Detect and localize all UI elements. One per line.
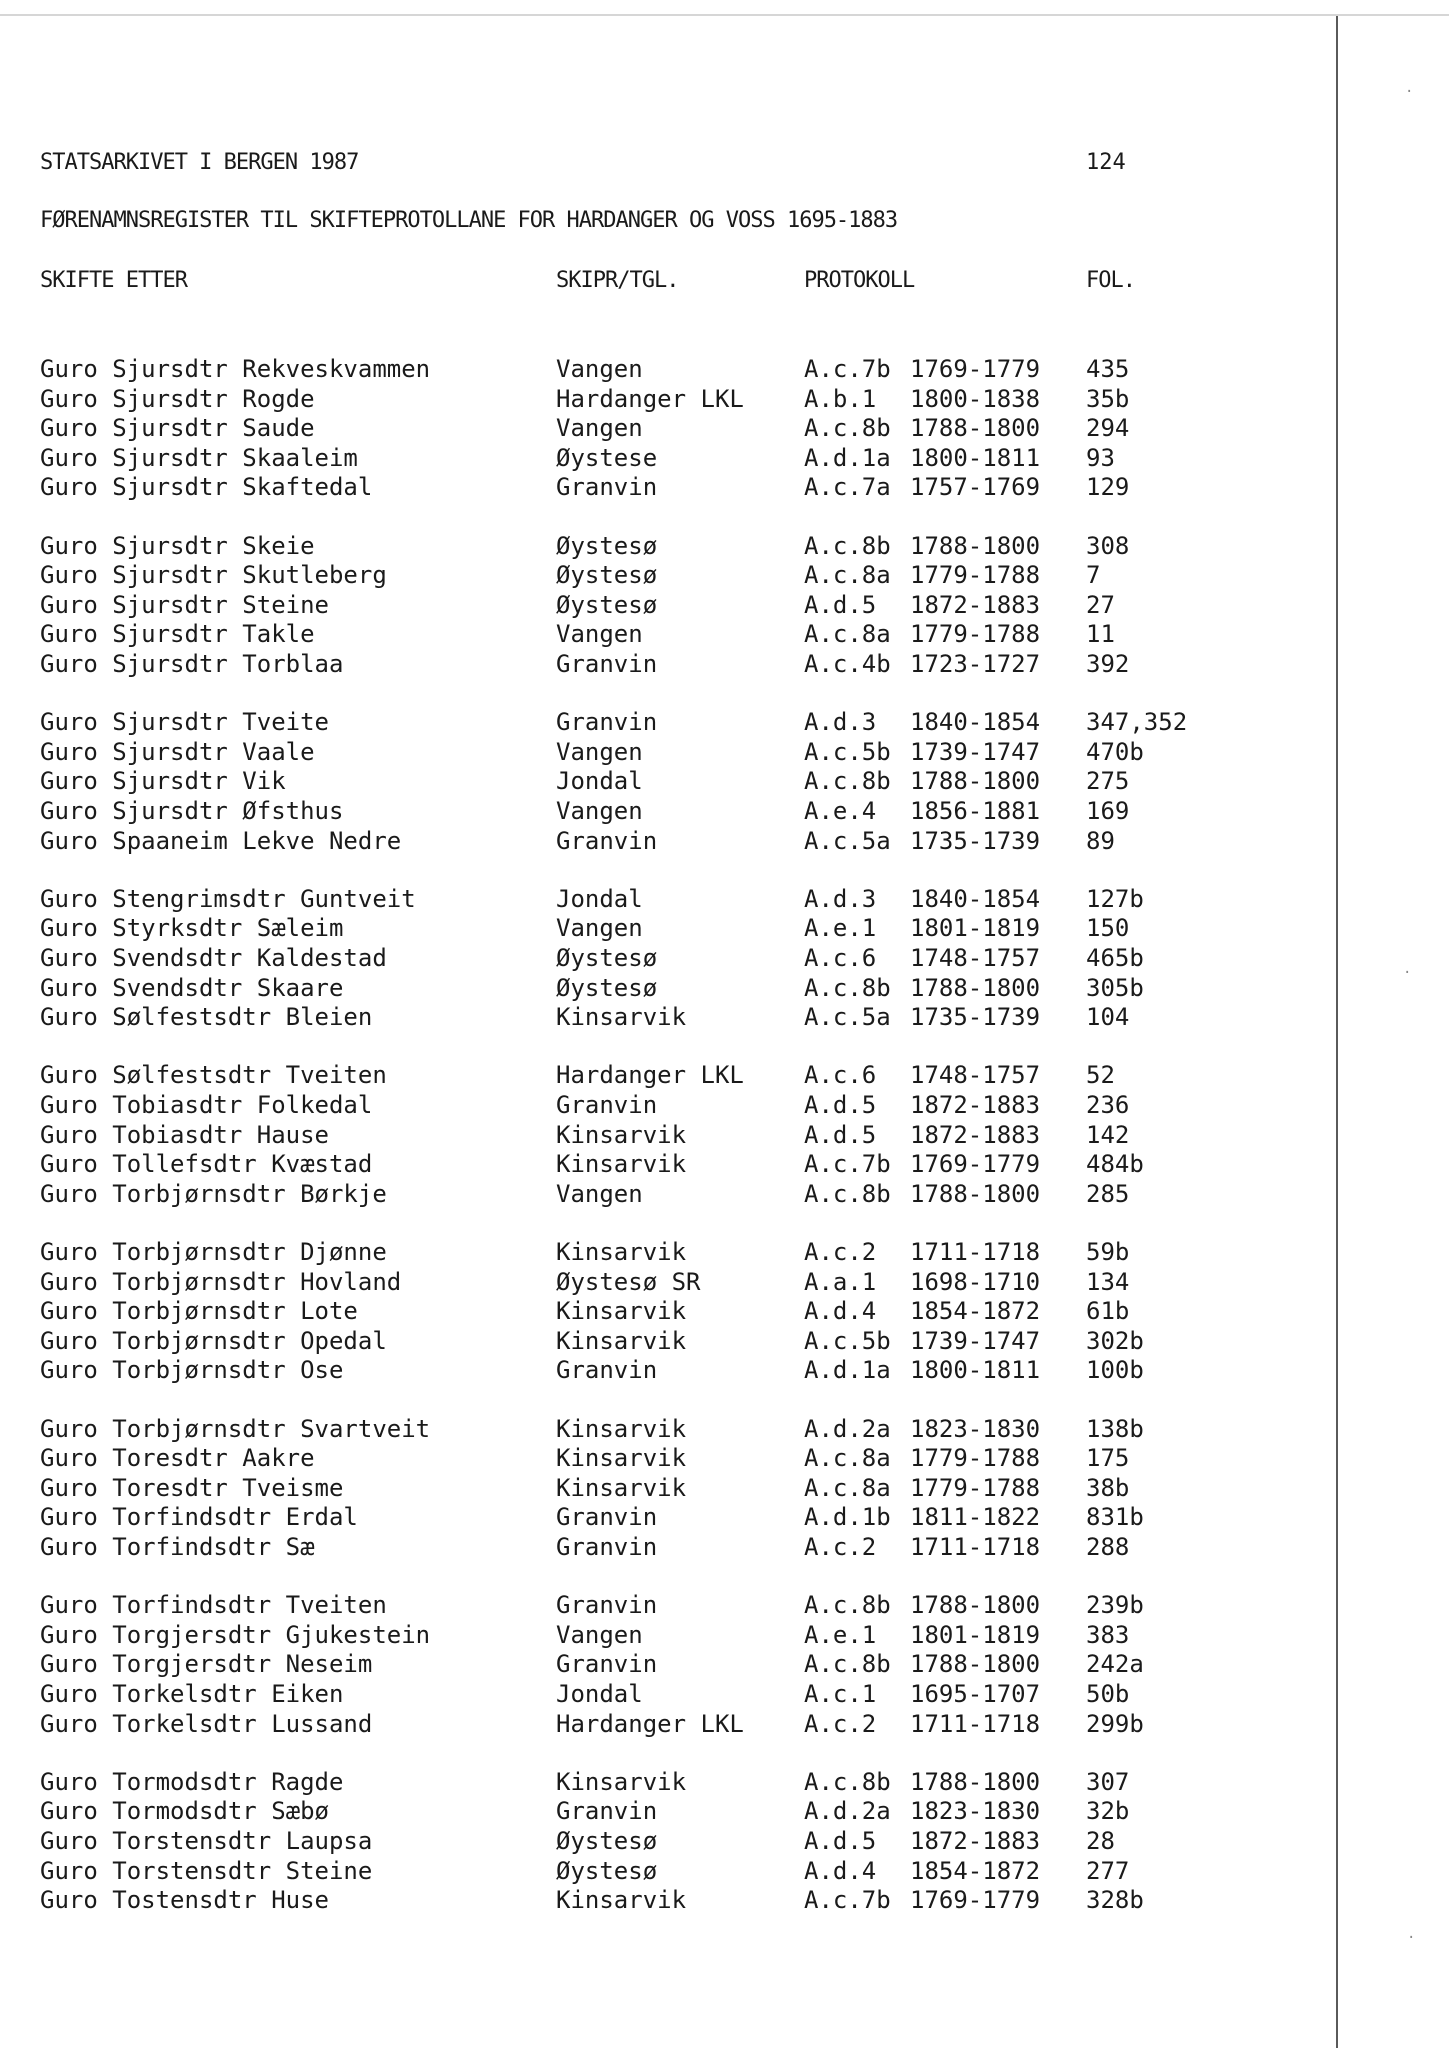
entry-skipr: Vangen — [556, 914, 643, 943]
entry-fol: 169 — [1086, 797, 1130, 825]
table-row — [0, 354, 1300, 384]
table-row — [0, 560, 1300, 590]
entry-protocol: A.c.8b — [804, 1179, 891, 1208]
entry-fol: 142 — [1086, 1120, 1130, 1149]
entry-skipr: Øystese — [556, 443, 658, 472]
entry-name: Guro Sjursdtr Skaftedal — [40, 473, 373, 502]
table-row — [0, 1414, 1300, 1444]
entry-skipr: Granvin — [556, 1503, 658, 1532]
table-row — [0, 1355, 1300, 1385]
table-row — [0, 826, 1300, 856]
entry-name: Guro Torkelsdtr Lussand — [40, 1709, 373, 1738]
scan-speck: · — [1407, 1930, 1416, 1946]
entry-fol: 465b — [1086, 944, 1144, 972]
table-row — [0, 1267, 1300, 1297]
entry-years: 1748-1757 — [910, 944, 1041, 972]
entry-years: 1823-1830 — [910, 1414, 1041, 1443]
entry-name: Guro Sjursdtr Skaaleim — [40, 443, 358, 472]
entry-name: Guro Torbjørnsdtr Ose — [40, 1356, 344, 1385]
entry-name: Guro Sjursdtr Saude — [40, 414, 315, 443]
entry-years: 1788-1800 — [910, 414, 1041, 443]
table-row — [0, 472, 1300, 502]
entry-protocol: A.a.1 — [804, 1267, 877, 1296]
entry-protocol: A.d.1b — [804, 1503, 891, 1532]
entry-years: 1872-1883 — [910, 590, 1041, 619]
entry-fol: 32b — [1086, 1797, 1130, 1826]
entry-years: 1769-1779 — [910, 1886, 1041, 1915]
column-header-name: SKIFTE ETTER — [40, 268, 187, 293]
entry-fol: 11 — [1086, 620, 1115, 649]
entry-skipr: Øystesø — [556, 590, 658, 619]
table-row — [0, 1767, 1300, 1797]
entry-fol: 242a — [1086, 1650, 1144, 1679]
column-header-fol: FOL. — [1086, 268, 1135, 293]
entry-name: Guro Tobiasdtr Hause — [40, 1120, 329, 1149]
table-row — [0, 943, 1300, 973]
entry-protocol: A.c.8a — [804, 620, 891, 649]
table-row — [0, 913, 1300, 943]
entry-years: 1757-1769 — [910, 473, 1041, 502]
entry-years: 1788-1800 — [910, 973, 1041, 1002]
entry-name: Guro Sjursdtr Steine — [40, 590, 329, 619]
entry-protocol: A.c.1 — [804, 1680, 877, 1708]
entry-name: Guro Sjursdtr Skutleberg — [40, 561, 387, 590]
entry-protocol: A.d.5 — [804, 1827, 877, 1855]
entry-protocol: A.c.4b — [804, 650, 891, 678]
table-row — [0, 443, 1300, 473]
entry-skipr: Jondal — [556, 767, 643, 796]
table-row — [0, 1002, 1300, 1032]
table-row — [0, 1179, 1300, 1209]
entry-skipr: Granvin — [556, 650, 658, 678]
entry-fol: 275 — [1086, 767, 1130, 796]
entry-fol: 470b — [1086, 737, 1144, 766]
entry-years: 1711-1718 — [910, 1709, 1041, 1738]
entry-fol: 27 — [1086, 590, 1115, 619]
table-row — [0, 1443, 1300, 1473]
entry-name: Guro Torbjørnsdtr Børkje — [40, 1179, 387, 1208]
entry-skipr: Granvin — [556, 1091, 658, 1119]
entry-skipr: Vangen — [556, 1179, 643, 1208]
entry-protocol: A.c.5a — [804, 826, 891, 855]
entry-skipr: Granvin — [556, 473, 658, 502]
entry-protocol: A.d.3 — [804, 884, 877, 913]
entry-protocol: A.d.5 — [804, 1120, 877, 1149]
entry-fol: 347,352 — [1086, 708, 1188, 737]
entry-fol: 28 — [1086, 1827, 1115, 1855]
scan-speck: · — [1405, 84, 1414, 100]
entry-name: Guro Torfindsdtr Erdal — [40, 1503, 358, 1532]
entry-protocol: A.d.4 — [804, 1297, 877, 1326]
entry-protocol: A.d.2a — [804, 1414, 891, 1443]
table-row — [0, 531, 1300, 561]
entry-name: Guro Torbjørnsdtr Hovland — [40, 1267, 402, 1296]
entry-protocol: A.d.2a — [804, 1797, 891, 1826]
table-row — [0, 1090, 1300, 1120]
page-top-edge — [0, 14, 1449, 16]
table-row — [0, 1502, 1300, 1532]
entry-protocol: A.c.5b — [804, 737, 891, 766]
entry-protocol: A.c.8b — [804, 1650, 891, 1679]
entry-years: 1711-1718 — [910, 1238, 1041, 1266]
entry-name: Guro Sjursdtr Tveite — [40, 708, 329, 737]
entry-skipr: Hardanger LKL — [556, 1709, 744, 1738]
entry-fol: 308 — [1086, 531, 1130, 560]
table-row — [0, 1473, 1300, 1503]
entry-skipr: Hardanger LKL — [556, 384, 744, 413]
entry-name: Guro Toresdtr Tveisme — [40, 1473, 344, 1502]
entry-skipr: Vangen — [556, 1620, 643, 1649]
entry-fol: 129 — [1086, 473, 1130, 502]
table-row — [0, 1120, 1300, 1150]
entry-years: 1788-1800 — [910, 1591, 1041, 1620]
entry-fol: 307 — [1086, 1767, 1130, 1796]
entry-skipr: Kinsarvik — [556, 1414, 687, 1443]
table-row — [0, 619, 1300, 649]
entry-years: 1735-1739 — [910, 1003, 1041, 1032]
table-row — [0, 1296, 1300, 1326]
entry-name: Guro Sjursdtr Skeie — [40, 531, 315, 560]
column-header-skipr: SKIPR/TGL. — [556, 268, 679, 293]
entry-fol: 299b — [1086, 1709, 1144, 1738]
entry-name: Guro Tostensdtr Huse — [40, 1886, 329, 1915]
entry-protocol: A.c.8b — [804, 1767, 891, 1796]
table-row — [0, 1590, 1300, 1620]
entry-fol: 59b — [1086, 1238, 1130, 1266]
entry-name: Guro Tormodsdtr Sæbø — [40, 1797, 329, 1826]
entry-protocol: A.c.7b — [804, 355, 891, 383]
entry-years: 1698-1710 — [910, 1267, 1041, 1296]
entry-name: Guro Styrksdtr Sæleim — [40, 914, 344, 943]
register-title: FØRENAMNSREGISTER TIL SKIFTEPROTOLLANE FOR HARDANGER OG VOSS 1695-1883 — [40, 208, 898, 233]
entry-years: 1856-1881 — [910, 797, 1041, 825]
archive-header: STATSARKIVET I BERGEN 1987 — [40, 150, 359, 175]
entry-name: Guro Sjursdtr Vik — [40, 767, 286, 796]
entry-skipr: Granvin — [556, 1650, 658, 1679]
entry-fol: 134 — [1086, 1267, 1130, 1296]
entry-skipr: Øystesø — [556, 944, 658, 972]
entry-name: Guro Sølfestsdtr Bleien — [40, 1003, 373, 1032]
entry-protocol: A.c.8b — [804, 973, 891, 1002]
entry-fol: 93 — [1086, 443, 1115, 472]
column-header-protocol: PROTOKOLL — [804, 268, 915, 293]
entry-skipr: Granvin — [556, 1533, 658, 1561]
entry-skipr: Granvin — [556, 1591, 658, 1620]
entry-fol: 127b — [1086, 884, 1144, 913]
entry-years: 1788-1800 — [910, 531, 1041, 560]
entry-name: Guro Sjursdtr Rogde — [40, 384, 315, 413]
page-right-edge — [1336, 16, 1338, 2048]
entry-name: Guro Torbjørnsdtr Opedal — [40, 1326, 387, 1355]
entry-fol: 484b — [1086, 1150, 1144, 1179]
entry-protocol: A.d.5 — [804, 590, 877, 619]
entry-years: 1811-1822 — [910, 1503, 1041, 1532]
entry-years: 1711-1718 — [910, 1533, 1041, 1561]
entry-name: Guro Sølfestsdtr Tveiten — [40, 1061, 387, 1090]
entry-years: 1739-1747 — [910, 737, 1041, 766]
entry-fol: 383 — [1086, 1620, 1130, 1649]
entry-name: Guro Torkelsdtr Eiken — [40, 1680, 344, 1708]
table-row — [0, 766, 1300, 796]
table-row — [0, 1620, 1300, 1650]
entry-name: Guro Torfindsdtr Tveiten — [40, 1591, 387, 1620]
entry-protocol: A.d.4 — [804, 1856, 877, 1885]
entry-fol: 302b — [1086, 1326, 1144, 1355]
table-row — [0, 707, 1300, 737]
entry-name: Guro Torbjørnsdtr Svartveit — [40, 1414, 431, 1443]
entry-fol: 175 — [1086, 1444, 1130, 1473]
entry-protocol: A.c.2 — [804, 1238, 877, 1266]
entry-protocol: A.c.6 — [804, 1061, 877, 1090]
entry-name: Guro Sjursdtr Takle — [40, 620, 315, 649]
entry-protocol: A.c.8a — [804, 561, 891, 590]
entry-fol: 831b — [1086, 1503, 1144, 1532]
entry-years: 1779-1788 — [910, 620, 1041, 649]
entry-fol: 52 — [1086, 1061, 1115, 1090]
entry-skipr: Øystesø — [556, 973, 658, 1002]
entry-fol: 50b — [1086, 1680, 1130, 1708]
entry-name: Guro Sjursdtr Rekveskvammen — [40, 355, 431, 383]
entry-skipr: Kinsarvik — [556, 1003, 687, 1032]
entry-years: 1801-1819 — [910, 1620, 1041, 1649]
entry-name: Guro Tollefsdtr Kvæstad — [40, 1150, 373, 1179]
entry-protocol: A.c.7b — [804, 1150, 891, 1179]
entry-years: 1872-1883 — [910, 1827, 1041, 1855]
entry-skipr: Kinsarvik — [556, 1473, 687, 1502]
entry-fol: 138b — [1086, 1414, 1144, 1443]
entry-fol: 288 — [1086, 1533, 1130, 1561]
entry-protocol: A.c.8b — [804, 1591, 891, 1620]
table-row — [0, 1060, 1300, 1090]
entry-protocol: A.c.6 — [804, 944, 877, 972]
entry-skipr: Øystesø — [556, 1827, 658, 1855]
entry-skipr: Øystesø — [556, 561, 658, 590]
entry-name: Guro Sjursdtr Øfsthus — [40, 797, 344, 825]
entry-years: 1872-1883 — [910, 1120, 1041, 1149]
entry-name: Guro Sjursdtr Torblaa — [40, 650, 344, 678]
entry-name: Guro Sjursdtr Vaale — [40, 737, 315, 766]
entry-protocol: A.d.5 — [804, 1091, 877, 1119]
entry-name: Guro Torstensdtr Laupsa — [40, 1827, 373, 1855]
entry-protocol: A.d.1a — [804, 443, 891, 472]
entry-name: Guro Torfindsdtr Sæ — [40, 1533, 315, 1561]
entry-years: 1800-1838 — [910, 384, 1041, 413]
entry-protocol: A.c.2 — [804, 1709, 877, 1738]
table-row — [0, 1885, 1300, 1915]
entry-protocol: A.c.8b — [804, 531, 891, 560]
table-row — [0, 1532, 1300, 1562]
entry-fol: 7 — [1086, 561, 1101, 590]
scan-speck: · — [1403, 965, 1412, 981]
table-row — [0, 1826, 1300, 1856]
entry-name: Guro Torgjersdtr Neseim — [40, 1650, 373, 1679]
entry-fol: 435 — [1086, 355, 1130, 383]
entry-years: 1840-1854 — [910, 884, 1041, 913]
table-row — [0, 590, 1300, 620]
table-row — [0, 1679, 1300, 1709]
entry-fol: 294 — [1086, 414, 1130, 443]
entry-years: 1823-1830 — [910, 1797, 1041, 1826]
entry-skipr: Kinsarvik — [556, 1444, 687, 1473]
entry-name: Guro Toresdtr Aakre — [40, 1444, 315, 1473]
table-row — [0, 973, 1300, 1003]
entry-years: 1769-1779 — [910, 355, 1041, 383]
entry-protocol: A.c.8b — [804, 414, 891, 443]
entry-years: 1779-1788 — [910, 1444, 1041, 1473]
entry-skipr: Vangen — [556, 737, 643, 766]
entry-years: 1735-1739 — [910, 826, 1041, 855]
entry-protocol: A.e.4 — [804, 797, 877, 825]
table-row — [0, 1796, 1300, 1826]
table-row — [0, 413, 1300, 443]
entry-years: 1800-1811 — [910, 443, 1041, 472]
entry-protocol: A.c.8b — [804, 767, 891, 796]
table-row — [0, 1326, 1300, 1356]
entry-name: Guro Torbjørnsdtr Lote — [40, 1297, 358, 1326]
entry-protocol: A.e.1 — [804, 914, 877, 943]
entry-skipr: Kinsarvik — [556, 1120, 687, 1149]
entry-skipr: Kinsarvik — [556, 1886, 687, 1915]
entry-skipr: Øystesø SR — [556, 1267, 701, 1296]
entry-skipr: Granvin — [556, 1797, 658, 1826]
entry-fol: 38b — [1086, 1473, 1130, 1502]
entry-years: 1769-1779 — [910, 1150, 1041, 1179]
entry-skipr: Hardanger LKL — [556, 1061, 744, 1090]
entry-skipr: Kinsarvik — [556, 1297, 687, 1326]
page-number: 124 — [1086, 150, 1126, 175]
entry-skipr: Kinsarvik — [556, 1150, 687, 1179]
table-row — [0, 1649, 1300, 1679]
entry-skipr: Jondal — [556, 884, 643, 913]
entry-protocol: A.c.8a — [804, 1444, 891, 1473]
table-row — [0, 1149, 1300, 1179]
entry-fol: 100b — [1086, 1356, 1144, 1385]
entry-name: Guro Spaaneim Lekve Nedre — [40, 826, 402, 855]
table-row — [0, 884, 1300, 914]
table-row — [0, 796, 1300, 826]
entry-years: 1695-1707 — [910, 1680, 1041, 1708]
entry-protocol: A.c.7b — [804, 1886, 891, 1915]
entry-skipr: Øystesø — [556, 531, 658, 560]
entry-years: 1800-1811 — [910, 1356, 1041, 1385]
entry-protocol: A.d.1a — [804, 1356, 891, 1385]
entry-fol: 285 — [1086, 1179, 1130, 1208]
entry-fol: 150 — [1086, 914, 1130, 943]
entry-fol: 305b — [1086, 973, 1144, 1002]
entry-skipr: Vangen — [556, 620, 643, 649]
table-row — [0, 1856, 1300, 1886]
entry-years: 1779-1788 — [910, 561, 1041, 590]
entry-fol: 277 — [1086, 1856, 1130, 1885]
entry-years: 1872-1883 — [910, 1091, 1041, 1119]
entry-protocol: A.b.1 — [804, 384, 877, 413]
entry-fol: 35b — [1086, 384, 1130, 413]
entry-skipr: Kinsarvik — [556, 1767, 687, 1796]
entry-skipr: Kinsarvik — [556, 1326, 687, 1355]
entry-years: 1788-1800 — [910, 1650, 1041, 1679]
entry-name: Guro Tobiasdtr Folkedal — [40, 1091, 373, 1119]
entry-protocol: A.c.8a — [804, 1473, 891, 1502]
table-row — [0, 649, 1300, 679]
entry-protocol: A.c.5b — [804, 1326, 891, 1355]
table-row — [0, 384, 1300, 414]
entry-fol: 104 — [1086, 1003, 1130, 1032]
entry-years: 1788-1800 — [910, 1179, 1041, 1208]
entry-skipr: Granvin — [556, 708, 658, 737]
entry-name: Guro Torbjørnsdtr Djønne — [40, 1238, 387, 1266]
entry-name: Guro Stengrimsdtr Guntveit — [40, 884, 416, 913]
entry-skipr: Vangen — [556, 355, 643, 383]
entry-fol: 392 — [1086, 650, 1130, 678]
entry-skipr: Øystesø — [556, 1856, 658, 1885]
entry-years: 1788-1800 — [910, 1767, 1041, 1796]
entry-fol: 61b — [1086, 1297, 1130, 1326]
entry-protocol: A.c.7a — [804, 473, 891, 502]
entry-skipr: Jondal — [556, 1680, 643, 1708]
entry-years: 1840-1854 — [910, 708, 1041, 737]
entry-years: 1801-1819 — [910, 914, 1041, 943]
entry-fol: 89 — [1086, 826, 1115, 855]
entry-protocol: A.c.5a — [804, 1003, 891, 1032]
entry-fol: 328b — [1086, 1886, 1144, 1915]
table-row — [0, 1237, 1300, 1267]
entry-skipr: Kinsarvik — [556, 1238, 687, 1266]
entry-skipr: Vangen — [556, 797, 643, 825]
table-row — [0, 737, 1300, 767]
entry-years: 1854-1872 — [910, 1856, 1041, 1885]
entry-skipr: Granvin — [556, 1356, 658, 1385]
entry-name: Guro Svendsdtr Skaare — [40, 973, 344, 1002]
entry-fol: 236 — [1086, 1091, 1130, 1119]
entry-years: 1788-1800 — [910, 767, 1041, 796]
entry-skipr: Vangen — [556, 414, 643, 443]
entry-years: 1854-1872 — [910, 1297, 1041, 1326]
entry-protocol: A.e.1 — [804, 1620, 877, 1649]
entry-years: 1748-1757 — [910, 1061, 1041, 1090]
table-row — [0, 1709, 1300, 1739]
entry-protocol: A.c.2 — [804, 1533, 877, 1561]
entry-years: 1779-1788 — [910, 1473, 1041, 1502]
entry-years: 1739-1747 — [910, 1326, 1041, 1355]
entry-fol: 239b — [1086, 1591, 1144, 1620]
entry-protocol: A.d.3 — [804, 708, 877, 737]
entry-skipr: Granvin — [556, 826, 658, 855]
entry-years: 1723-1727 — [910, 650, 1041, 678]
entry-name: Guro Svendsdtr Kaldestad — [40, 944, 387, 972]
entry-name: Guro Tormodsdtr Ragde — [40, 1767, 344, 1796]
entry-name: Guro Torstensdtr Steine — [40, 1856, 373, 1885]
entry-name: Guro Torgjersdtr Gjukestein — [40, 1620, 431, 1649]
